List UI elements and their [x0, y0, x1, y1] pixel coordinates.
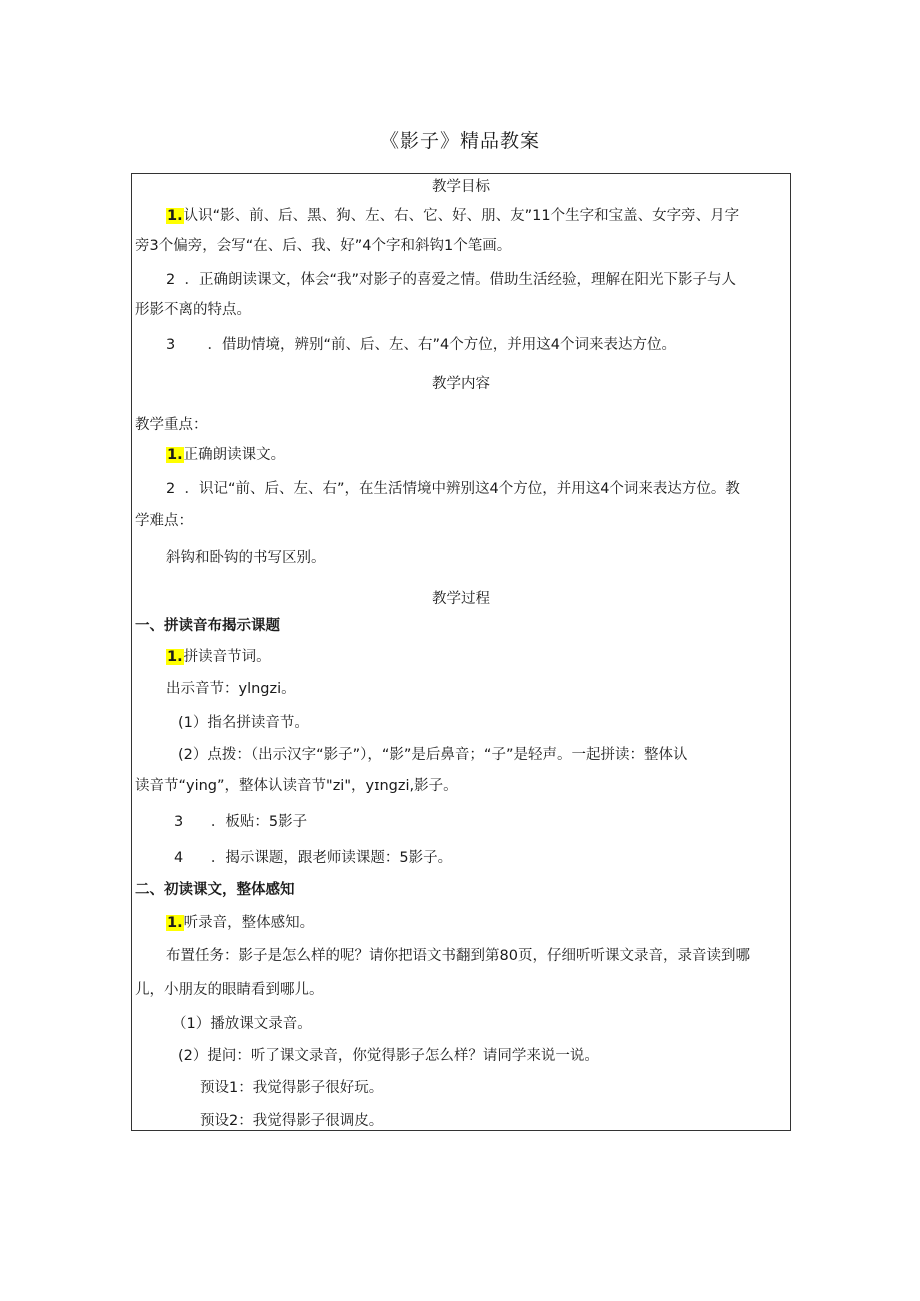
section-2-title: 二、初读课文，整体感知: [135, 882, 295, 898]
lesson-plan-table: [131, 173, 791, 1131]
section-2-step-1: [166, 913, 314, 933]
section-1-step-1-text: 拼读音节词。: [183, 649, 271, 665]
process-heading: 教学过程: [432, 591, 490, 607]
section-1-step-3: 3 ．板贴：5影子: [174, 814, 308, 830]
section-1-step-1-number: 1.: [167, 649, 183, 665]
section-2-task-line-1: 布置任务：影子是怎么样的呢？请你把语文书翻到第80页，仔细听听课文录音，录音读到哪: [166, 948, 750, 964]
section-1-step-4: 4 ．揭示课题，跟老师读课题：5影子。: [174, 850, 453, 866]
section-1-point-1: (1）指名拼读音节。: [178, 715, 309, 731]
goal-1-text: 认识“影、前、后、黑、狗、左、右、它、好、朋、友”11个生字和宝盖、女字旁、月字: [183, 208, 740, 224]
key-point-1-text: 正确朗读课文。: [183, 447, 286, 463]
section-2-preset-1: 预设1：我觉得影子很好玩。: [200, 1080, 384, 1096]
content-heading: 教学内容: [432, 376, 490, 392]
goal-2-line-1: 2 ．正确朗读课文，体会“我”对影子的喜爱之情。借助生活经验，理解在阳光下影子与人: [166, 272, 736, 288]
goal-2-line-2: 形影不离的特点。: [135, 302, 251, 318]
key-points-label: 教学重点：: [135, 417, 208, 433]
section-2-point-2: (2）提问：听了课文录音，你觉得影子怎么样？请同学来说一说。: [178, 1048, 599, 1064]
key-point-2-line-1: 2 ．识记“前、后、左、右”，在生活情境中辨别这4个方位，并用这4个词来表达方位。教: [166, 481, 740, 497]
goals-heading: 教学目标: [432, 179, 490, 195]
key-point-1: [166, 445, 285, 465]
goal-1-line-1: [166, 206, 739, 226]
goal-3: 3 ．借助情境，辨别“前、后、左、右”4个方位，并用这4个词来表达方位。: [166, 337, 676, 353]
section-1-syllables: 出示音节：ylngzi。: [166, 681, 296, 697]
goal-1-line-2: 旁3个偏旁，会写“在、后、我、好”4个字和斜钩1个笔画。: [135, 238, 512, 254]
goal-1-number: 1.: [167, 208, 183, 224]
section-1-point-2-line-1: (2）点拨：（出示汉字“影子”），“影”是后鼻音；“子”是轻声。一起拼读：整体认: [178, 747, 688, 763]
section-2-step-1-text: 听录音，整体感知。: [183, 915, 315, 931]
document-title: 《影子》精品教案: [379, 130, 540, 152]
section-2-task-line-2: 儿，小朋友的眼睛看到哪儿。: [135, 982, 324, 998]
section-2-step-1-number: 1.: [167, 915, 183, 931]
section-2-preset-2: 预设2：我觉得影子很调皮。: [200, 1113, 384, 1129]
difficulty-text: 斜钩和卧钩的书写区别。: [166, 550, 326, 566]
section-1-step-1: [166, 647, 271, 667]
section-1-point-2-line-2: 读音节“ying”，整体认读音节"zi"，yɪngzi,影子。: [135, 778, 458, 794]
key-point-1-number: 1.: [167, 447, 183, 463]
section-1-title: 一、拼读音布揭示课题: [135, 618, 280, 634]
section-2-point-1: （1）播放课文录音。: [172, 1016, 312, 1032]
key-point-2-line-2: 学难点：: [135, 513, 193, 529]
